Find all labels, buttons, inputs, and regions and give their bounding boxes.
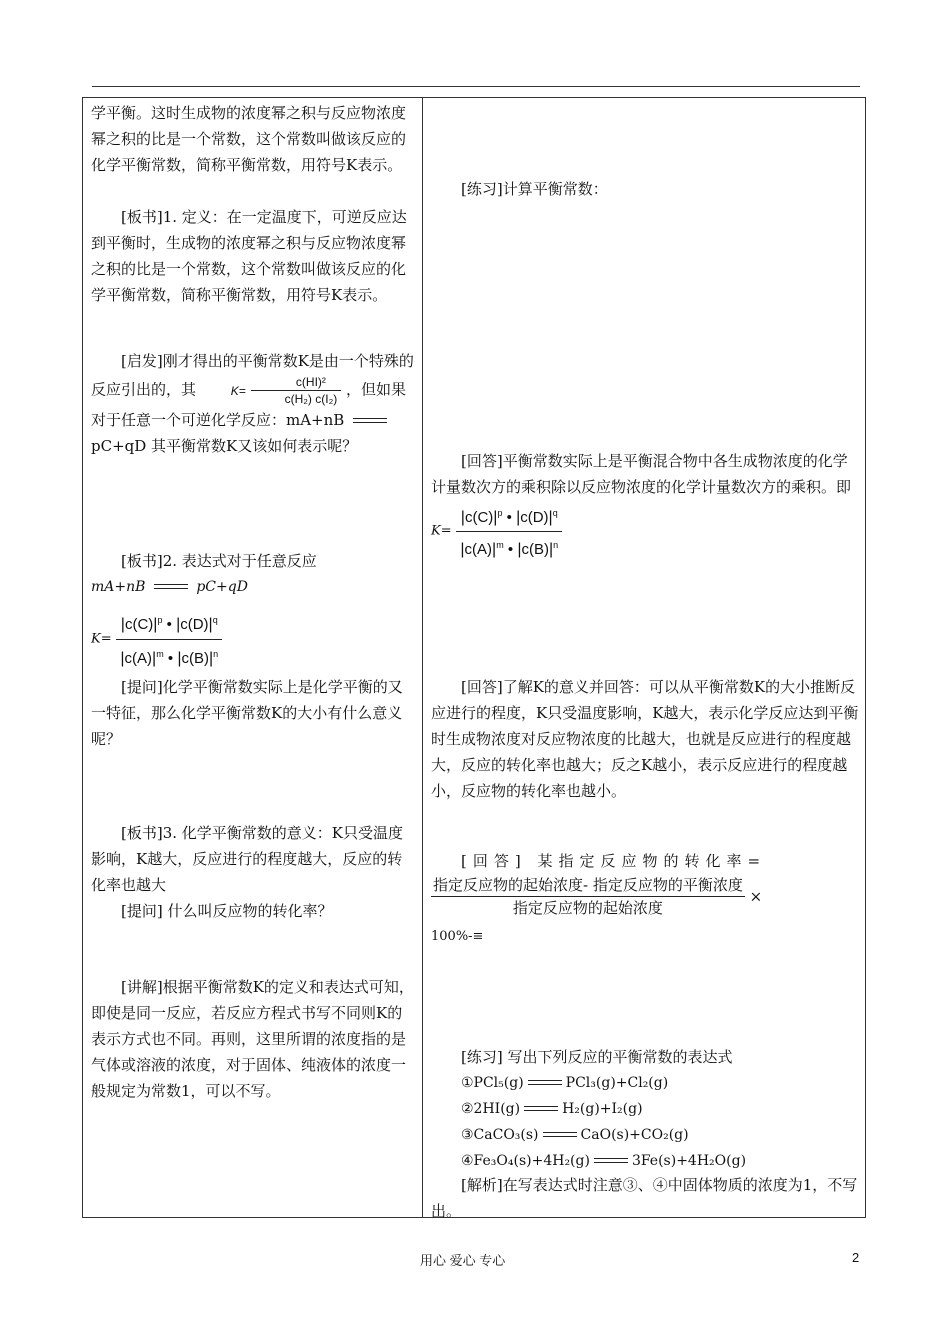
exp-m: m	[496, 540, 504, 550]
dot: •	[167, 650, 174, 667]
conversion-tail: 100%-≡	[431, 929, 484, 944]
equilibrium-arrow	[154, 582, 188, 592]
dot: •	[507, 541, 514, 558]
right-analysis: [解析]在写表达式时注意③、④中固体物质的浓度为1，不写出。	[431, 1176, 858, 1220]
left-para-inspire	[91, 348, 416, 459]
c-b: c(B)	[521, 541, 549, 558]
exp-m: m	[156, 649, 164, 659]
k-hi-fraction	[201, 378, 246, 404]
conversion-numerator: 指定反应物的起始浓度- 指定反应物的平衡浓度	[431, 874, 745, 897]
eq3-left: ③CaCO₃(s)	[461, 1127, 539, 1143]
column-divider	[422, 98, 423, 1217]
left-para-expression: [板书]2. 表达式对于任意反应	[121, 552, 317, 570]
inspire-text-c: pC+qD 其平衡常数K又该如何表示呢？	[91, 437, 358, 455]
conversion-denominator: 指定反应物的起始浓度	[512, 899, 663, 917]
lesson-table	[82, 97, 866, 1218]
exp-q: q	[552, 508, 558, 518]
exp-n: n	[553, 540, 559, 550]
answer-1-text: [回答]平衡常数实际上是平衡混合物中各生成物浓度的化学计量数次方的乘积除以反应物浓度的化学计量数次方的乘积。即	[431, 452, 852, 496]
equilibrium-arrow	[543, 1130, 577, 1140]
exp-p: p	[497, 508, 503, 518]
left-para-question-conversion: [提问] 什么叫反应物的转化率？	[121, 902, 333, 920]
footer-slogan: 用心 爱心 专心	[420, 1253, 506, 1268]
k-numerator: $|c(C)|^p$ • $|c(D)|^q$	[116, 606, 222, 640]
conversion-formula	[431, 874, 859, 919]
right-answer-1	[431, 448, 859, 563]
equation-1	[431, 1070, 859, 1096]
eq2-right: H₂(g)+I₂(g)	[562, 1101, 643, 1117]
k-label: K=	[230, 383, 246, 398]
right-practice-2: [练习] 写出下列反应的平衡常数的表达式	[461, 1048, 733, 1066]
k-answer-fraction	[456, 500, 562, 563]
equilibrium-arrow	[594, 1156, 628, 1166]
left-para-definition: [板书]1. 定义：在一定温度下，可逆反应达到平衡时，生成物的浓度幂之积与反应物浓度幂之积的比是一个常数，这个常数叫做该反应的化学平衡常数，简称平衡常数，用符号K表示。	[91, 208, 407, 304]
left-para-meaning: [板书]3. 化学平衡常数的意义：K只受温度影响，K越大，反应进行的程度越大，反应的转化率也越大	[91, 824, 403, 894]
hi-fraction	[251, 374, 342, 407]
c-d: c(D)	[180, 616, 209, 633]
c-a: c(A)	[464, 541, 493, 558]
right-answer-3: [回答] 某指定反应物的转化率=	[461, 852, 767, 870]
c-b: c(B)	[181, 650, 209, 667]
equilibrium-arrow	[528, 1078, 562, 1088]
inspire-text-a: [启发]刚才得出的平衡常数K是由一个特殊的反应引出的，其	[91, 352, 414, 399]
c-c: c(C)	[464, 509, 494, 526]
c-c: c(C)	[124, 616, 154, 633]
k-label: K=	[91, 631, 112, 647]
dot: •	[506, 509, 512, 526]
dot: •	[166, 616, 172, 633]
k-denominator: $|c(A)|^m$ • $|c(B)|^n$	[120, 649, 219, 667]
hi-numerator: c(HI)²	[251, 374, 342, 391]
eq4-right: 3Fe(s)+4H₂O(g)	[631, 1153, 747, 1169]
eq2-left: ②2HI(g)	[461, 1101, 521, 1117]
exp-p: p	[157, 615, 163, 625]
eq-products: pC+qD	[196, 579, 248, 595]
exp-n: n	[213, 649, 219, 659]
inspire-text-b: ，但如果对于任意一个可逆化学反应：mA+nB	[91, 380, 407, 429]
k-label: K=	[431, 523, 452, 539]
eq-reactants: mA+nB	[91, 579, 146, 595]
k-denominator: $|c(A)|^m$ • $|c(B)|^n$	[460, 540, 559, 558]
equilibrium-arrow	[353, 416, 387, 426]
equation-4	[431, 1148, 859, 1174]
right-answer-2: [回答]了解K的意义并回答：可以从平衡常数K的大小推断反应进行的程度，K只受温度影响，K越大，表示化学反应达到平衡时生成物浓度对反应物浓度的比越大，也就是反应进行的程度越大，反应的转化率也越大；反之K越小，表示反应进行的程度越小，反应物的转化率也越小。	[431, 678, 859, 800]
left-para-question-k: [提问]化学平衡常数实际上是化学平衡的又一特征，那么化学平衡常数K的大小有什么意义呢？	[91, 678, 403, 748]
page-number: 2	[852, 1250, 860, 1265]
k-numerator: $|c(C)|^p$ • $|c(D)|^q$	[456, 500, 562, 532]
equation-3	[431, 1122, 859, 1148]
header-rule	[92, 86, 860, 87]
left-general-equation	[91, 574, 416, 600]
left-k-formula	[91, 606, 416, 673]
eq4-left: ④Fe₃O₄(s)+4H₂(g)	[461, 1153, 590, 1169]
conversion-fraction	[431, 874, 745, 919]
k-general-fraction	[116, 606, 222, 673]
eq1-right: PCl₃(g)+Cl₂(g)	[565, 1075, 669, 1091]
c-d: c(D)	[520, 509, 549, 526]
times-sign: ×	[749, 887, 763, 906]
c-a: c(A)	[124, 650, 153, 667]
hi-denominator: c(H₂) c(I₂)	[284, 392, 338, 406]
left-para-1: 学平衡。这时生成物的浓度幂之积与反应物浓度幂之积的比是一个常数，这个常数叫做该反应的化学平衡常数，简称平衡常数，用符号K表示。	[91, 104, 407, 174]
left-para-explain: [讲解]根据平衡常数K的定义和表达式可知，即使是同一反应，若反应方程式书写不同则K的表示方式也不同。再则，这里所谓的浓度指的是气体或溶液的浓度，对于固体、纯液体的浓度一般规定为常数1，可以不写。	[91, 978, 414, 1100]
eq3-right: CaO(s)+CO₂(g)	[580, 1127, 689, 1143]
equation-2	[431, 1096, 859, 1122]
right-practice-1: [练习]计算平衡常数：	[461, 180, 608, 198]
eq1-left: ①PCl₅(g)	[461, 1075, 524, 1091]
equilibrium-arrow	[524, 1104, 558, 1114]
exp-q: q	[212, 615, 218, 625]
